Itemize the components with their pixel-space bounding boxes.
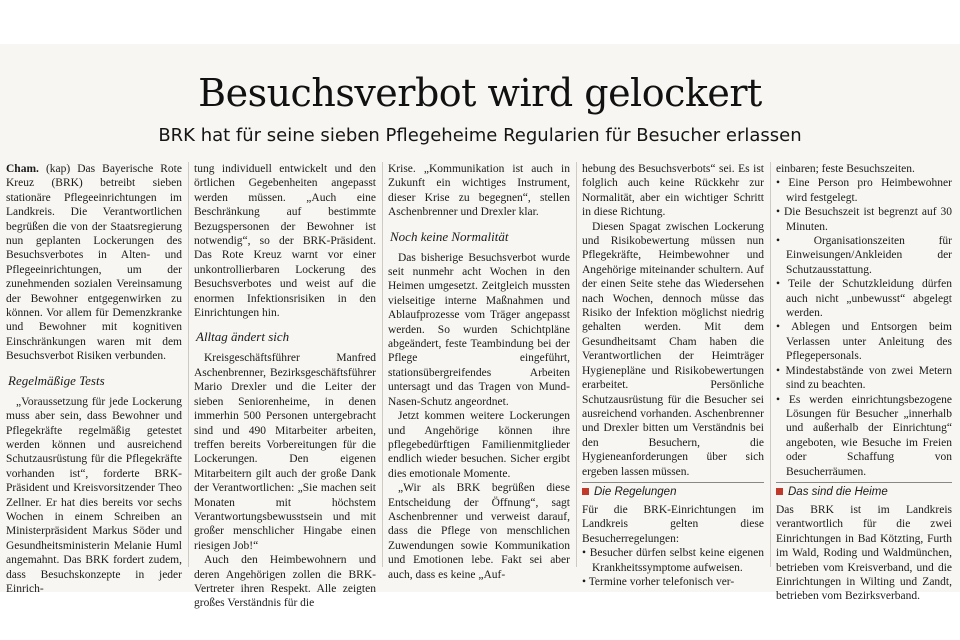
paragraph: einbaren; feste Besuchszeiten.	[776, 163, 915, 175]
info-box-heading: Die Regelungen	[582, 482, 764, 500]
column-divider	[382, 162, 383, 567]
paragraph: Für die BRK-Einrichtungen im Landkreis gelten diese Besucherregelungen:	[582, 503, 764, 545]
list-item: • Besucher dürfen selbst keine eigenen Krankheitssymptome aufweisen.	[582, 546, 764, 575]
square-marker-icon	[776, 488, 783, 495]
headline: Besuchsverbot wird gelockert	[198, 71, 762, 115]
list-item: • Mindestabstände von zwei Metern sind zu beachten.	[776, 364, 952, 393]
info-box-heading: Das sind die Heime	[776, 482, 952, 500]
column-2	[194, 162, 376, 610]
rules-list	[776, 176, 952, 479]
column-1	[6, 162, 182, 595]
column-4	[582, 162, 764, 588]
column-3	[388, 162, 570, 581]
paragraph: (kap) Das Bayerische Rote Kreuz (BRK) betreibt sieben stationäre Pflegeeinrichtungen im Landkreis. Die Verantwortlichen begrüßen die von der Staatsregierung nun geplanten Lockerungen des Besuchsverbotes in Alten- und Pflegeeinrichtungen, um der zunehmenden sozialen Vereinsamung der Bewohner entgegenwirken zu können. Vor allem für Demenzkranke und Bewohner mit kognitiven Einschränkungen waren mit dem Besuchsverbot Risiken verbunden.	[6, 163, 182, 363]
list-item: • Die Besuchszeit ist begrenzt auf 30 Minuten.	[776, 205, 952, 234]
list-item: • Eine Person pro Heimbewohner wird festgelegt.	[776, 176, 952, 205]
paragraph: hebung des Besuchsverbots“ sei. Es ist folglich auch keine Rückkehr zur Normalität, aber ein wichtiger Schritt in diese Richtung.	[582, 163, 764, 219]
subheadline: BRK hat für seine sieben Pflegeheime Regularien für Besucher erlassen	[158, 125, 802, 146]
column-5	[776, 162, 953, 603]
list-item: • Ablegen und Entsorgen beim Verlassen unter Anleitung des Pflegepersonals.	[776, 320, 952, 363]
paragraph: Auch den Heimbewohnern und deren Angehörigen zollen die BRK-Vertreter ihren Respekt. Alle zeigten großes Verständnis für die	[194, 554, 376, 610]
paragraph: Kreisgeschäftsführer Manfred Aschenbrenner, Bezirksgeschäftsführer Mario Drexler und die Leiter der sieben Seniorenheime, in denen immerhin 500 Personen untergebracht sind und 490 Mitarbeiter arbeiten, treffen bereits Vorbereitungen für die Lockerungen. Den eigenen Mitarbeitern gilt auch der große Dank der Verantwortlichen: „Sie machen seit Monaten mit höchstem Verantwortungsbewusstsein und mit großer menschlicher Hingabe einen riesigen Job!“	[194, 352, 376, 552]
list-item: • Teile der Schutzkleidung dürfen auch nicht „unbewusst“ abgelegt werden.	[776, 277, 952, 320]
subheading: Regelmäßige Tests	[8, 372, 105, 388]
list-item: • Es werden einrichtungsbezogene Lösungen für Besucher „innerhalb und außerhalb der Einrichtung“ angeboten, wie Besuche im Freien oder Schaffung von Besucherräumen.	[776, 393, 952, 479]
list-item: • Termine vorher telefonisch ver-	[582, 575, 764, 589]
paragraph: „Wir als BRK begrüßen diese Entscheidung der Öffnung“, sagt Aschenbrenner und verweist darauf, dass die Pflege von menschlichen Zuwendungen sowie Kommunikation und Emotionen lebe. Fakt sei aber auch, dass es keine „Auf-	[388, 482, 570, 581]
paragraph: tung individuell entwickelt und den örtlichen Gegebenheiten angepasst werden müssen. „Auch eine Beschränkung auf bestimmte Bezugspersonen der Bewohner ist notwendig“, so der BRK-Präsident. Das Rote Kreuz warnt vor einer unkontrollierbaren Lockerung des Besuchsverbotes und weist auf die enormen Infektionsrisiken in den Einrichtungen hin.	[194, 163, 376, 320]
subheading: Noch keine Normalität	[390, 228, 509, 244]
square-marker-icon	[582, 488, 589, 495]
column-divider	[576, 162, 577, 567]
paragraph: „Voraussetzung für jede Lockerung muss aber sein, dass Bewohner und Pflegekräfte regelmäßig getestet werden können und ausreichend Schutzausrüstung für die Pflegekräfte vorhanden ist“, forderte BRK-Präsident und Kreisvorsitzender Theo Zellner. Er hat dies bereits vor sechs Wochen in einem Schreiben an Ministerpräsident Markus Söder und Gesundheitsministerin Melanie Huml angemahnt. Das BRK fordert zudem, dass Besuchskonzepte in jeder Einrich-	[6, 395, 182, 595]
paragraph: Das bisherige Besuchsverbot wurde seit nunmehr acht Wochen in den Heimen umgesetzt. Zeitgleich mussten vielseitige interne Maßnahmen und Ablaufprozesse vom Träger angepasst werden. So wurden Schichtpläne abgeändert, feste Teambindung bei der Pflege eingeführt, stationsübergreifendes Arbeiten untersagt und das Tragen von Mund-Nasen-Schutz angeordnet.	[388, 251, 570, 408]
paragraph: Jetzt kommen weitere Lockerungen und Angehörige können ihre pflegebedürftigen Familienmitglieder endlich wieder besuchen. Sicher ergibt dies emotionale Momente.	[388, 410, 570, 480]
subheading: Alltag ändert sich	[196, 329, 290, 345]
paragraph: Diesen Spagat zwischen Lockerung und Risikobewertung müssen nun Pflegekräfte, Heimbewohner und Angehörige miteinander schultern. Auf der einen Seite stehe das Wiedersehen nach Wochen, dennoch müsse das Risiko der Infektion möglichst niedrig gehalten werden. Mit dem Gesundheitsamt Cham haben die Verantwortlichen der Heimträger Hygienepläne und Risikobewertungen erarbeitet. Persönliche Schutzausrüstung für die Besucher sei ausreichend vorhanden. Aschenbrenner und Drexler bitten um Verständnis bei den Besuchern, die Hygieneanforderungen über sich ergeben lassen müssen.	[582, 220, 764, 478]
kicker: Cham.	[6, 163, 39, 175]
column-divider	[188, 162, 189, 567]
paragraph: Krise. „Kommunikation ist auch in Zukunft ein wichtiges Instrument, dieser Krise zu begegnen“, stellen Aschenbrenner und Drexler klar.	[388, 163, 570, 219]
list-item: • Organisationszeiten für Einweisungen/Ankleiden der Schutzausstattung.	[776, 234, 952, 277]
paragraph: Das BRK ist im Landkreis verantwortlich für die zwei Einrichtungen in Bad Kötzting, Furth im Wald, Roding und Waldmünchen, betrieben vom Kreisverband, und die Einrichtungen in Wilting und Zandt, betrieben vom Bezirksverband.	[776, 503, 952, 603]
newspaper-clipping	[0, 44, 960, 610]
column-divider	[770, 162, 771, 567]
rules-list	[582, 546, 764, 589]
